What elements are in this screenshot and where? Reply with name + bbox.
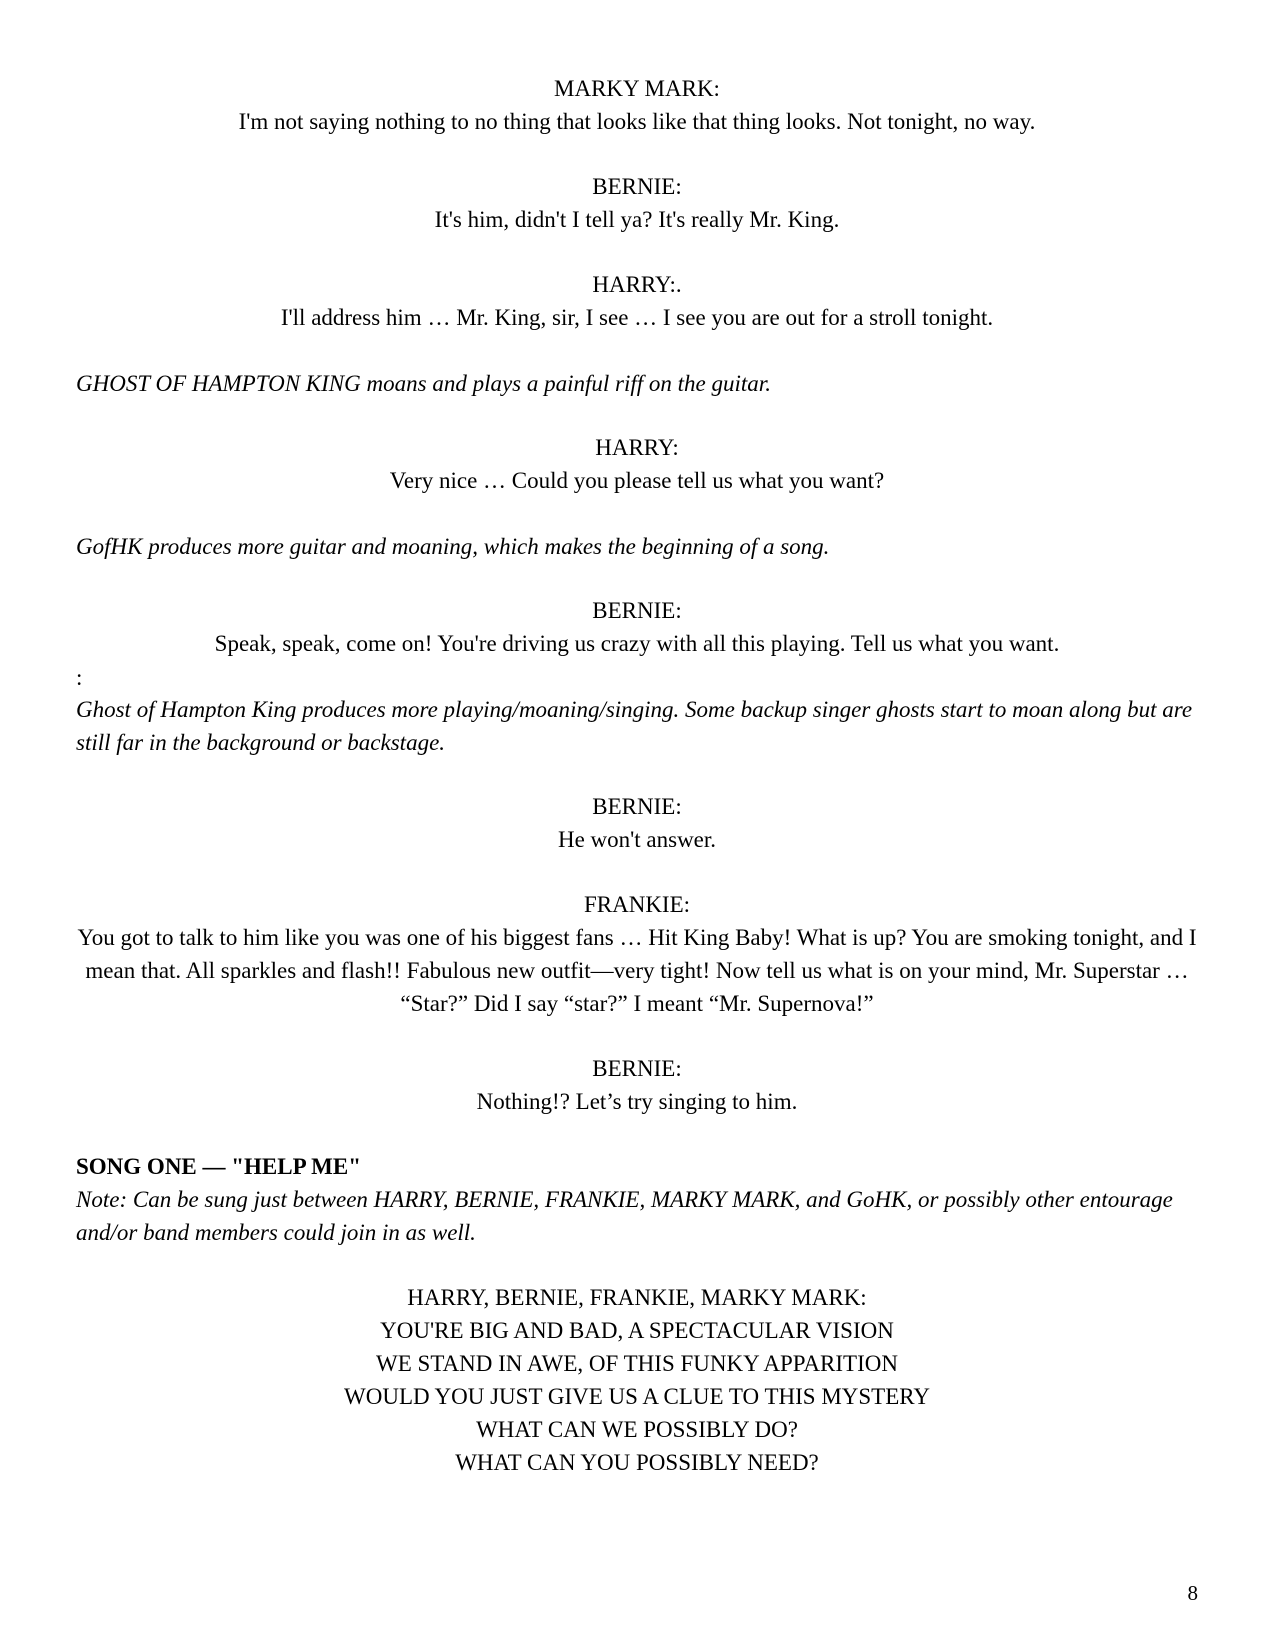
dialogue-bernie-2 bbox=[76, 594, 1198, 660]
song-lyrics bbox=[76, 1281, 1198, 1479]
stage-direction-2: GofHK produces more guitar and moaning, which makes the beginning of a song. bbox=[76, 534, 830, 559]
stage-direction-3 bbox=[76, 693, 1198, 759]
dialogue-line: You got to talk to him like you was one of his biggest fans … Hit King Baby! What is up? You are smoking tonight, and I mean that. All sparkles and flash!! Fabulous new outfit—very tight! Now tell us what is on your mind, Mr. Superstar … “Star?” Did I say “star?” I meant “Mr. Supernova!” bbox=[77, 925, 1197, 1016]
lyric-line: WHAT CAN WE POSSIBLY DO? bbox=[476, 1417, 798, 1442]
speaker-name: BERNIE: bbox=[592, 1056, 682, 1081]
dialogue-line: Nothing!? Let’s try singing to him. bbox=[476, 1089, 798, 1114]
song-heading: SONG ONE — "HELP ME" bbox=[76, 1154, 361, 1179]
stage-direction-text: Ghost of Hampton King produces more playing/moaning/singing. Some backup singer ghosts start to moan along but are still far in the background or backstage. bbox=[76, 697, 1193, 755]
dialogue-harry-2 bbox=[76, 431, 1198, 497]
dialogue-marky-mark bbox=[76, 72, 1198, 138]
dialogue-bernie-3 bbox=[76, 790, 1198, 856]
page-number: 8 bbox=[1187, 1581, 1198, 1605]
speaker-name: MARKY MARK: bbox=[554, 76, 720, 101]
dialogue-line: I'll address him … Mr. King, sir, I see … I see you are out for a stroll tonight. bbox=[280, 305, 994, 330]
speaker-name: BERNIE: bbox=[592, 174, 682, 199]
dialogue-line: It's him, didn't I tell ya? It's really Mr. King. bbox=[434, 207, 840, 232]
speaker-name: BERNIE: bbox=[592, 598, 682, 623]
dialogue-line: He won't answer. bbox=[557, 827, 717, 852]
dialogue-frankie bbox=[76, 888, 1198, 1020]
stage-direction-1: GHOST OF HAMPTON KING moans and plays a painful riff on the guitar. bbox=[76, 371, 771, 396]
speaker-name: FRANKIE: bbox=[583, 892, 691, 917]
speaker-name: HARRY: bbox=[595, 435, 679, 460]
speaker-name: BERNIE: bbox=[592, 794, 682, 819]
lyric-line: WOULD YOU JUST GIVE US A CLUE TO THIS MYSTERY bbox=[344, 1384, 930, 1409]
song-note-text: Note: Can be sung just between HARRY, BERNIE, FRANKIE, MARKY MARK, and GoHK, or possibly other entourage and/or band members could join in as well. bbox=[76, 1187, 1173, 1245]
lyrics-singers: HARRY, BERNIE, FRANKIE, MARKY MARK: bbox=[407, 1285, 867, 1310]
stray-colon: : bbox=[76, 665, 83, 690]
dialogue-bernie-1 bbox=[76, 170, 1198, 236]
speaker-name: HARRY:. bbox=[592, 272, 682, 297]
dialogue-line: Very nice … Could you please tell us what you want? bbox=[389, 468, 885, 493]
dialogue-line: Speak, speak, come on! You're driving us crazy with all this playing. Tell us what you want. bbox=[214, 631, 1060, 656]
dialogue-bernie-4 bbox=[76, 1052, 1198, 1118]
dialogue-harry-1 bbox=[76, 268, 1198, 334]
song-note bbox=[76, 1183, 1198, 1249]
lyric-line: WHAT CAN YOU POSSIBLY NEED? bbox=[455, 1450, 819, 1475]
dialogue-line: I'm not saying nothing to no thing that looks like that thing looks. Not tonight, no way. bbox=[238, 109, 1036, 134]
lyric-line: WE STAND IN AWE, OF THIS FUNKY APPARITION bbox=[376, 1351, 898, 1376]
lyric-line: YOU'RE BIG AND BAD, A SPECTACULAR VISION bbox=[380, 1318, 894, 1343]
